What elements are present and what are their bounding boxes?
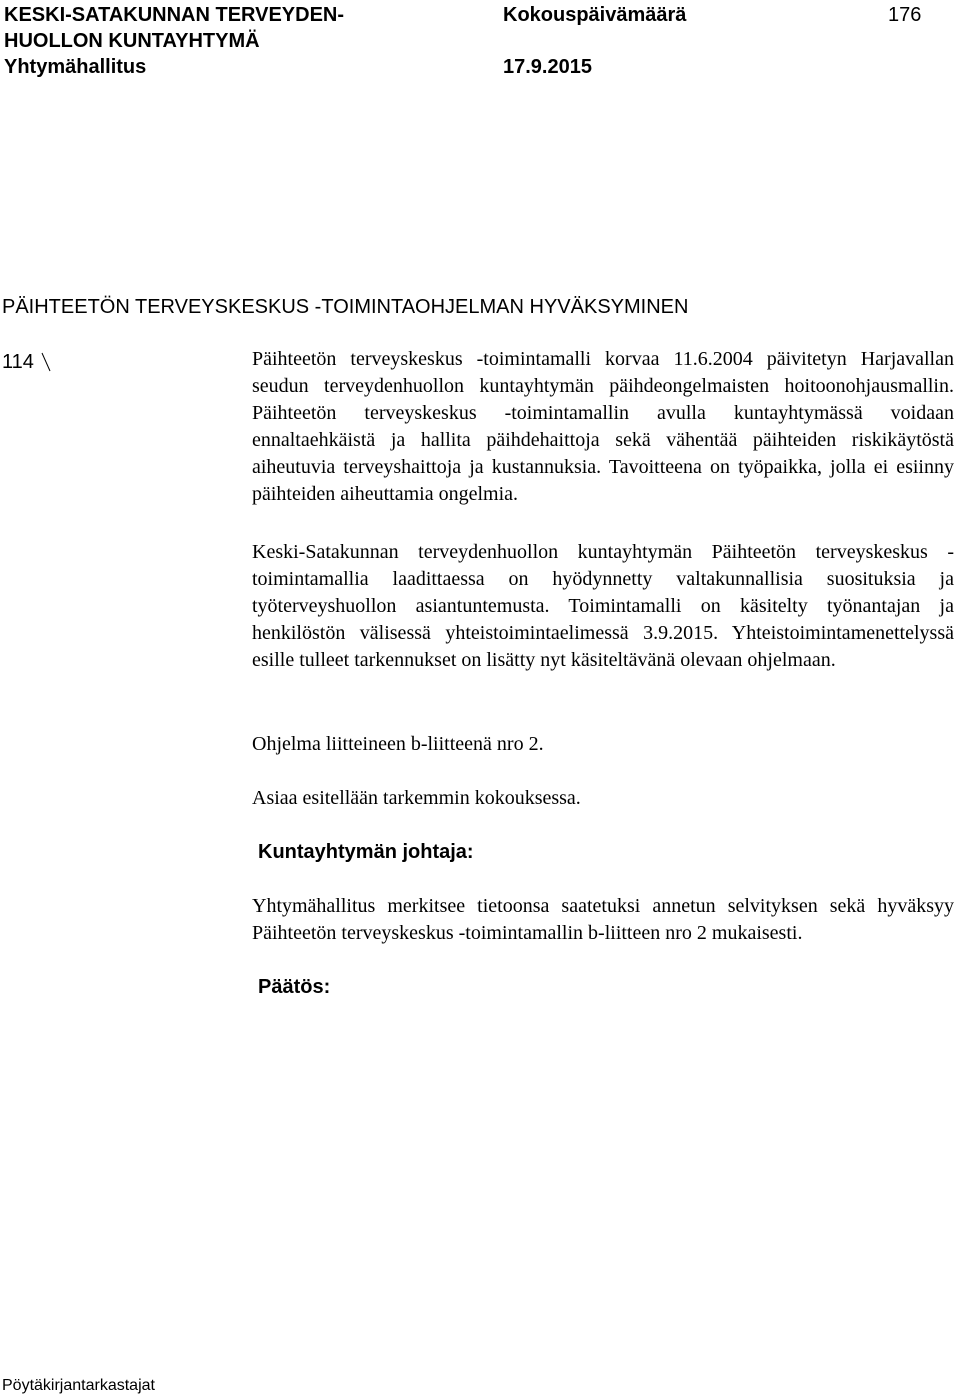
meeting-date: 17.9.2015 xyxy=(503,56,592,78)
organization-name-line1: KESKI-SATAKUNNAN TERVEYDEN- xyxy=(4,4,345,26)
governing-body: Yhtymähallitus xyxy=(4,56,147,78)
item-number: 114 xyxy=(2,351,34,373)
organization-name-line2: HUOLLON KUNTAYHTYMÄ xyxy=(4,30,260,52)
section-title: PÄIHTEETÖN TERVEYSKESKUS -TOIMINTAOHJELMAN HYVÄKSYMINEN xyxy=(2,296,689,318)
page-number: 176 xyxy=(888,4,922,26)
section-mark-icon xyxy=(40,352,52,372)
director-heading: Kuntayhtymän johtaja: xyxy=(258,841,474,863)
presentation-note: Asiaa esitellään tarkemmin kokouksessa. xyxy=(252,787,581,809)
preparation-paragraph: Keski-Satakunnan terveydenhuollon kuntayhtymän Päihteetön terveyskeskus -toimintamallia laadittaessa on hyödynnetty valtakunnallisia suosituksia ja työterveyshuollon asiantuntemusta. Toimintamalli on käsitelty työnantajan ja henkilöstön välisessä yhteistoimintaelimessä 3.9.2015. Yhteistoimintamenettelyssä esille tulleet tarkennukset on lisätty nyt käsiteltävänä olevaan ohjelmaan. xyxy=(252,541,954,671)
attachment-note: Ohjelma liitteineen b-liitteenä nro 2. xyxy=(252,733,544,755)
director-proposal: Yhtymähallitus merkitsee tietoonsa saatetuksi annetun selvityksen sekä hyväksyy Päihteetön terveyskeskus -toimintamallin b-liitteen nro 2 mukaisesti. xyxy=(252,895,954,944)
background-paragraph: Päihteetön terveyskeskus -toimintamalli korvaa 11.6.2004 päivitetyn Harjavallan seudun terveydenhuollon kuntayhtymän päihdeongelmaisten hoitoonohjausmallin. Päihteetön terveyskeskus -toimintamallin avulla kuntayhtymässä voidaan ennaltaehkäistä ja hallita päihdehaittoja sekä vähentää päihteiden riskikäytöstä aiheutuvia terveyshaittoja ja kustannuksia. Tavoitteena on työpaikka, jolla ei esiinny päihteiden aiheuttamia ongelmia. xyxy=(252,348,954,505)
minutes-checkers-label: Pöytäkirjantarkastajat xyxy=(2,1377,155,1394)
decision-heading: Päätös: xyxy=(258,976,331,998)
document-header-organization xyxy=(4,2,344,80)
meeting-date-label: Kokouspäivämäärä xyxy=(503,4,687,26)
